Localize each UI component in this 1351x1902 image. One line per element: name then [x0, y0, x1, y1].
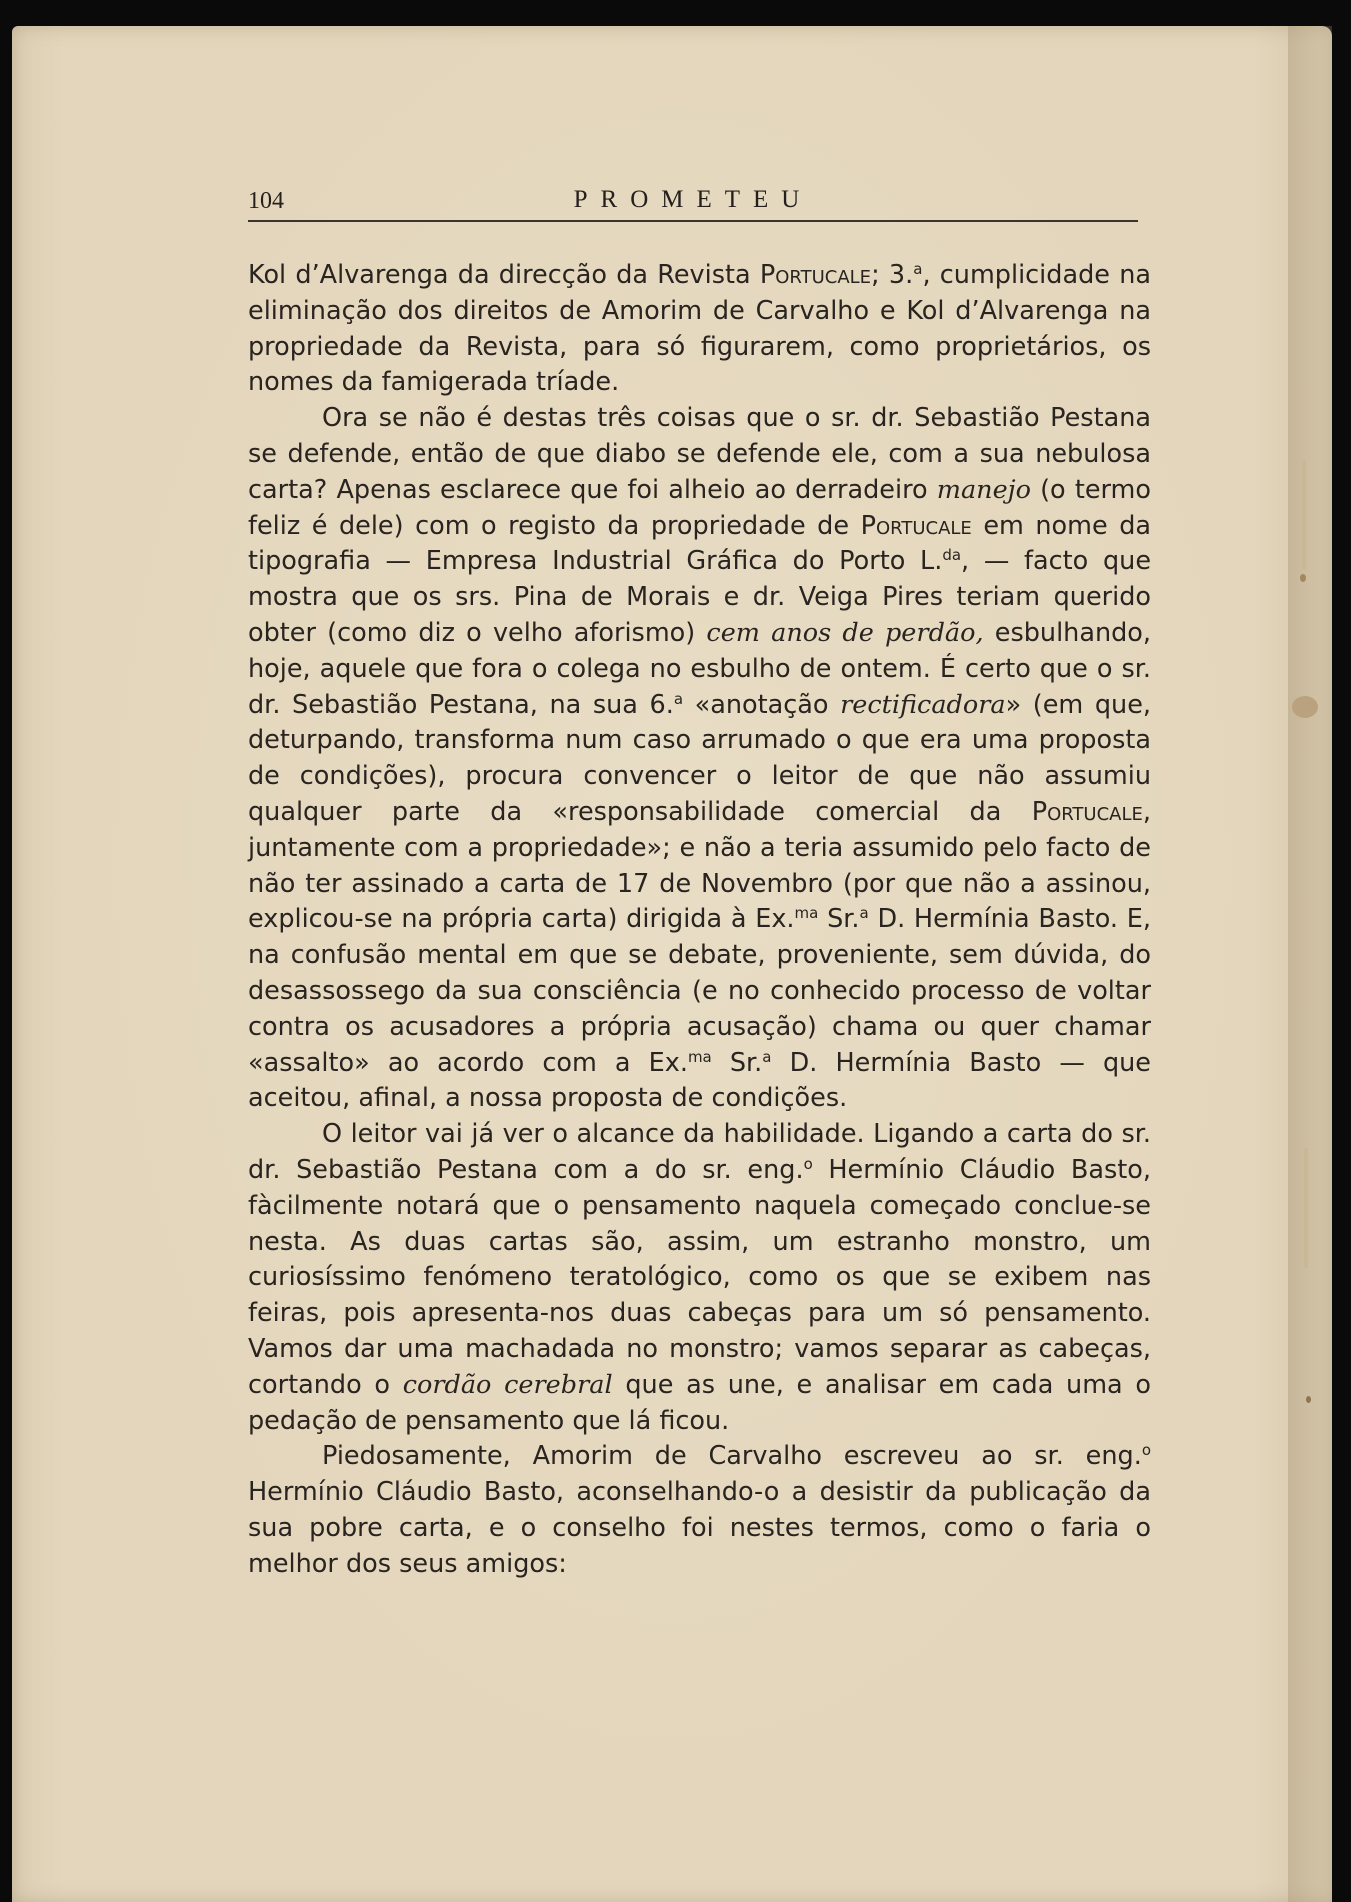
superscript-text: a: [762, 1047, 772, 1066]
superscript-text: ma: [687, 1047, 712, 1066]
superscript-text: da: [942, 546, 962, 565]
body-text: [248, 258, 1151, 1582]
staple-mark: [1302, 460, 1306, 570]
superscript-text: o: [803, 1154, 813, 1173]
superscript-text: a: [913, 260, 923, 278]
text-run: Sr.: [818, 904, 860, 935]
page-fold-shadow: [1288, 26, 1332, 1902]
small-caps-text: Portucale: [860, 510, 972, 541]
staple-mark: [1304, 1148, 1308, 1268]
page-header: [248, 186, 1138, 222]
superscript-text: a: [859, 904, 869, 923]
text-run: «anotação: [683, 689, 841, 720]
paper-stain-mark: [1292, 696, 1318, 718]
text-run: , juntamente com a propriedade»; e não a teria assumido pelo facto de não ter assinado a carta de 17 de Novembro (por que não a assinou, explicou-se na própria carta) dirigida à Ex.: [248, 796, 1151, 935]
paragraph: [248, 1117, 1151, 1439]
text-run: em nome da tipografia — Empresa Industrial Gráfica do Porto L.: [248, 510, 1152, 577]
paragraph: [248, 258, 1151, 401]
text-run: esbulhando, hoje, aquele que fora o colega no esbulho de ontem. É certo que o sr. dr. Sebastião Pestana, na sua 6.: [248, 617, 1152, 720]
paragraph: [248, 1439, 1151, 1582]
text-run: O leitor vai já ver o alcance da habilidade. Ligando a carta do sr. dr. Sebastião Pestana com a do sr. eng.: [248, 1119, 1151, 1185]
italic-text: rectificadora: [840, 689, 1006, 720]
paper-spot-mark: [1300, 574, 1306, 582]
text-run: Piedosamente, Amorim de Carvalho escreveu ao sr. eng.: [322, 1441, 1142, 1472]
italic-text: cem anos de perdão,: [706, 617, 984, 648]
superscript-text: ma: [794, 904, 819, 923]
text-run: ; 3.: [871, 260, 914, 290]
paragraph: [248, 401, 1151, 1117]
text-run: , cumplicidade na eliminação dos direitos de Amorim de Carvalho e Kol d’Alvarenga na propriedade da Revista, para só figurarem, como proprietários, os nomes da famigerada tríade.: [248, 260, 1151, 398]
text-run: » (em que, deturpando, transforma num caso arrumado o que era uma proposta de condições), procura convencer o leitor de que não assumiu qualquer parte da «responsabilidade comercial da: [248, 689, 1151, 827]
running-title: PROMETEU: [573, 186, 813, 213]
superscript-text: o: [1141, 1441, 1151, 1460]
text-run: Sr.: [711, 1047, 763, 1078]
italic-text: manejo: [936, 474, 1031, 505]
superscript-text: a: [673, 689, 684, 708]
small-caps-text: Portucale: [759, 260, 872, 290]
text-run: Kol d’Alvarenga da direcção da Revista: [248, 260, 760, 290]
paper-spot-mark: [1306, 1396, 1311, 1403]
text-run: , — facto que mostra que os srs. Pina de Morais e dr. Veiga Pires teriam querido obter (como diz o velho aforismo): [248, 546, 1152, 648]
text-run: D. Hermínia Basto. E, na confusão mental em que se debate, proveniente, sem dúvida, do desassossego da sua consciência (e no conhecido processo de voltar contra os acusadores a própria acusação) chama ou quer chamar «assalto» ao acordo com a Ex.: [248, 904, 1151, 1078]
small-caps-text: Portucale: [1031, 796, 1143, 827]
text-run: D. Hermínia Basto — que aceitou, afinal, a nossa proposta de condições.: [248, 1047, 1152, 1114]
text-run: que as une, e analisar em cada uma o pedação de pensamento que lá ficou.: [248, 1369, 1151, 1436]
page-number: 104: [248, 188, 284, 214]
text-run: Hermínio Cláudio Basto, aconselhando-o a desistir da publicação da sua pobre carta, e o conselho foi nestes termos, como o faria o melhor dos seus amigos:: [248, 1477, 1151, 1579]
text-run: Hermínio Cláudio Basto, fàcilmente notará que o pensamento naquela começado conclue-se nesta. As duas cartas são, assim, um estranho monstro, um curiosíssimo fenómeno teratológico, como os que se exibem nas feiras, pois apresenta-nos duas cabeças para um só pensamento. Vamos dar uma machadada no monstro; vamos separar as cabeças, cortando o: [248, 1154, 1151, 1400]
text-run: (o termo feliz é dele) com o registo da propriedade de: [248, 474, 1151, 541]
italic-text: cordão cerebral: [402, 1369, 613, 1400]
text-run: Ora se não é destas três coisas que o sr. dr. Sebastião Pestana se defende, então de que diabo se defende ele, com a sua nebulosa carta? Apenas esclarece que foi alheio ao derradeiro: [248, 403, 1151, 505]
